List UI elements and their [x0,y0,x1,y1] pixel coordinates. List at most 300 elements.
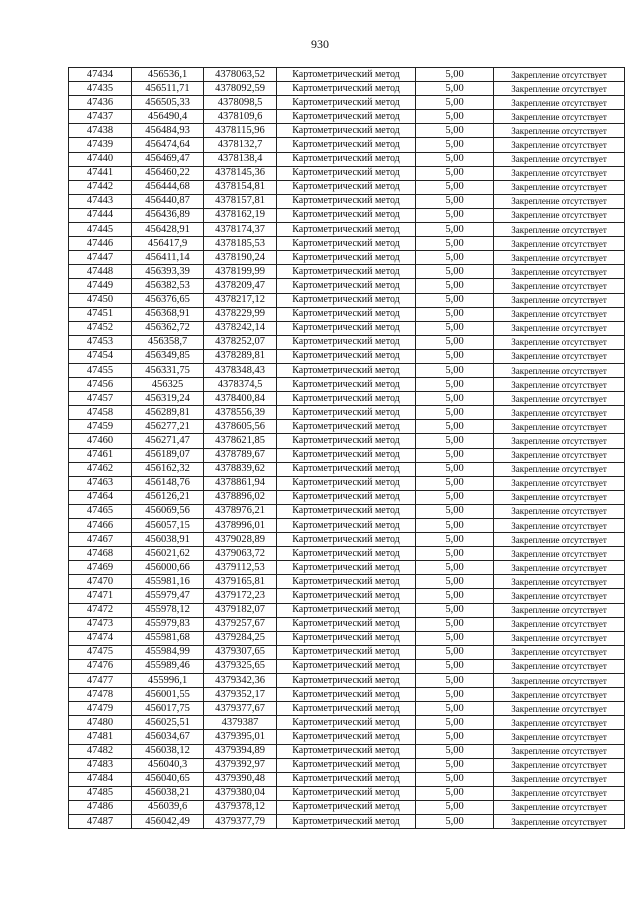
accuracy-cell: 5,00 [416,702,494,716]
fixing-cell: Закрепление отсутствует [494,533,625,547]
y-coordinate-cell: 4378400,84 [204,392,277,406]
x-coordinate-cell: 456490,4 [132,110,204,124]
x-coordinate-cell: 456511,71 [132,82,204,96]
table-row [69,293,625,307]
fixing-cell: Закрепление отсутствует [494,462,625,476]
table-row [69,223,625,237]
accuracy-cell: 5,00 [416,363,494,377]
y-coordinate-cell: 4379112,53 [204,561,277,575]
table-row [69,800,625,814]
accuracy-cell: 5,00 [416,674,494,688]
fixing-cell: Закрепление отсутствует [494,504,625,518]
fixing-cell: Закрепление отсутствует [494,786,625,800]
table-row [69,363,625,377]
fixing-cell: Закрепление отсутствует [494,335,625,349]
method-cell: Картометрический метод [277,786,416,800]
x-coordinate-cell: 456444,68 [132,180,204,194]
y-coordinate-cell: 4379387 [204,716,277,730]
accuracy-cell: 5,00 [416,575,494,589]
point-number-cell: 47487 [69,814,132,828]
y-coordinate-cell: 4378174,37 [204,223,277,237]
table-row [69,758,625,772]
accuracy-cell: 5,00 [416,533,494,547]
method-cell: Картометрический метод [277,575,416,589]
method-cell: Картометрический метод [277,251,416,265]
x-coordinate-cell: 455978,12 [132,603,204,617]
y-coordinate-cell: 4379165,81 [204,575,277,589]
accuracy-cell: 5,00 [416,519,494,533]
point-number-cell: 47452 [69,321,132,335]
y-coordinate-cell: 4379342,36 [204,674,277,688]
table-row [69,82,625,96]
x-coordinate-cell: 456469,47 [132,152,204,166]
method-cell: Картометрический метод [277,82,416,96]
point-number-cell: 47483 [69,758,132,772]
x-coordinate-cell: 456001,55 [132,688,204,702]
table-row [69,533,625,547]
fixing-cell: Закрепление отсутствует [494,730,625,744]
y-coordinate-cell: 4378217,12 [204,293,277,307]
y-coordinate-cell: 4379394,89 [204,744,277,758]
table-row [69,96,625,110]
accuracy-cell: 5,00 [416,335,494,349]
x-coordinate-cell: 455996,1 [132,674,204,688]
fixing-cell: Закрепление отсутствует [494,110,625,124]
x-coordinate-cell: 455979,47 [132,589,204,603]
point-number-cell: 47485 [69,786,132,800]
accuracy-cell: 5,00 [416,758,494,772]
point-number-cell: 47458 [69,406,132,420]
table-row [69,688,625,702]
accuracy-cell: 5,00 [416,138,494,152]
method-cell: Картометрический метод [277,519,416,533]
point-number-cell: 47479 [69,702,132,716]
table-row [69,265,625,279]
x-coordinate-cell: 456411,14 [132,251,204,265]
method-cell: Картометрический метод [277,561,416,575]
y-coordinate-cell: 4378199,99 [204,265,277,279]
point-number-cell: 47454 [69,349,132,363]
fixing-cell: Закрепление отсутствует [494,265,625,279]
method-cell: Картометрический метод [277,180,416,194]
method-cell: Картометрический метод [277,321,416,335]
point-number-cell: 47455 [69,363,132,377]
table-row [69,434,625,448]
table-row [69,519,625,533]
method-cell: Картометрический метод [277,208,416,222]
fixing-cell: Закрепление отсутствует [494,68,625,82]
accuracy-cell: 5,00 [416,208,494,222]
table-row [69,110,625,124]
x-coordinate-cell: 456021,62 [132,547,204,561]
table-row [69,237,625,251]
point-number-cell: 47468 [69,547,132,561]
y-coordinate-cell: 4378289,81 [204,349,277,363]
point-number-cell: 47464 [69,490,132,504]
x-coordinate-cell: 456440,87 [132,194,204,208]
y-coordinate-cell: 4378209,47 [204,279,277,293]
accuracy-cell: 5,00 [416,349,494,363]
table-row [69,406,625,420]
table-row [69,180,625,194]
table-row [69,138,625,152]
x-coordinate-cell: 456126,21 [132,490,204,504]
x-coordinate-cell: 456368,91 [132,307,204,321]
y-coordinate-cell: 4378098,5 [204,96,277,110]
x-coordinate-cell: 456189,07 [132,448,204,462]
y-coordinate-cell: 4379172,23 [204,589,277,603]
fixing-cell: Закрепление отсутствует [494,279,625,293]
x-coordinate-cell: 456038,91 [132,533,204,547]
method-cell: Картометрический метод [277,476,416,490]
fixing-cell: Закрепление отсутствует [494,307,625,321]
method-cell: Картометрический метод [277,349,416,363]
y-coordinate-cell: 4378162,19 [204,208,277,222]
y-coordinate-cell: 4378242,14 [204,321,277,335]
table-row [69,631,625,645]
fixing-cell: Закрепление отсутствует [494,744,625,758]
x-coordinate-cell: 456428,91 [132,223,204,237]
x-coordinate-cell: 456436,89 [132,208,204,222]
fixing-cell: Закрепление отсутствует [494,82,625,96]
accuracy-cell: 5,00 [416,82,494,96]
method-cell: Картометрический метод [277,434,416,448]
x-coordinate-cell: 455981,68 [132,631,204,645]
y-coordinate-cell: 4379377,67 [204,702,277,716]
accuracy-cell: 5,00 [416,166,494,180]
method-cell: Картометрический метод [277,589,416,603]
x-coordinate-cell: 456474,64 [132,138,204,152]
table-row [69,307,625,321]
x-coordinate-cell: 456376,65 [132,293,204,307]
method-cell: Картометрический метод [277,730,416,744]
accuracy-cell: 5,00 [416,392,494,406]
x-coordinate-cell: 456040,65 [132,772,204,786]
point-number-cell: 47448 [69,265,132,279]
y-coordinate-cell: 4379395,01 [204,730,277,744]
y-coordinate-cell: 4378252,07 [204,335,277,349]
accuracy-cell: 5,00 [416,265,494,279]
y-coordinate-cell: 4378556,39 [204,406,277,420]
y-coordinate-cell: 4378063,52 [204,68,277,82]
x-coordinate-cell: 456038,12 [132,744,204,758]
x-coordinate-cell: 456325 [132,378,204,392]
y-coordinate-cell: 4378145,36 [204,166,277,180]
x-coordinate-cell: 456382,53 [132,279,204,293]
point-number-cell: 47477 [69,674,132,688]
x-coordinate-cell: 456358,7 [132,335,204,349]
accuracy-cell: 5,00 [416,124,494,138]
y-coordinate-cell: 4379028,89 [204,533,277,547]
x-coordinate-cell: 456271,47 [132,434,204,448]
point-number-cell: 47453 [69,335,132,349]
table-row [69,279,625,293]
point-number-cell: 47462 [69,462,132,476]
table-row [69,561,625,575]
x-coordinate-cell: 456536,1 [132,68,204,82]
table-row [69,814,625,828]
accuracy-cell: 5,00 [416,251,494,265]
x-coordinate-cell: 456484,93 [132,124,204,138]
method-cell: Картометрический метод [277,659,416,673]
x-coordinate-cell: 456417,9 [132,237,204,251]
fixing-cell: Закрепление отсутствует [494,194,625,208]
y-coordinate-cell: 4378185,53 [204,237,277,251]
y-coordinate-cell: 4378374,5 [204,378,277,392]
point-number-cell: 47444 [69,208,132,222]
coordinates-table [68,67,625,829]
y-coordinate-cell: 4379390,48 [204,772,277,786]
x-coordinate-cell: 455984,99 [132,645,204,659]
fixing-cell: Закрепление отсутствует [494,152,625,166]
table-row [69,504,625,518]
method-cell: Картометрический метод [277,716,416,730]
point-number-cell: 47480 [69,716,132,730]
accuracy-cell: 5,00 [416,237,494,251]
y-coordinate-cell: 4378138,4 [204,152,277,166]
point-number-cell: 47482 [69,744,132,758]
method-cell: Картометрический метод [277,420,416,434]
accuracy-cell: 5,00 [416,152,494,166]
x-coordinate-cell: 456042,49 [132,814,204,828]
method-cell: Картометрический метод [277,68,416,82]
accuracy-cell: 5,00 [416,378,494,392]
accuracy-cell: 5,00 [416,96,494,110]
x-coordinate-cell: 456460,22 [132,166,204,180]
x-coordinate-cell: 456057,15 [132,519,204,533]
fixing-cell: Закрепление отсутствует [494,448,625,462]
fixing-cell: Закрепление отсутствует [494,378,625,392]
method-cell: Картометрический метод [277,406,416,420]
method-cell: Картометрический метод [277,363,416,377]
point-number-cell: 47435 [69,82,132,96]
accuracy-cell: 5,00 [416,321,494,335]
table-row [69,476,625,490]
accuracy-cell: 5,00 [416,730,494,744]
method-cell: Картометрический метод [277,533,416,547]
point-number-cell: 47434 [69,68,132,82]
accuracy-cell: 5,00 [416,716,494,730]
table-row [69,68,625,82]
fixing-cell: Закрепление отсутствует [494,702,625,716]
accuracy-cell: 5,00 [416,180,494,194]
accuracy-cell: 5,00 [416,462,494,476]
x-coordinate-cell: 456039,6 [132,800,204,814]
method-cell: Картометрический метод [277,335,416,349]
table-row [69,420,625,434]
accuracy-cell: 5,00 [416,194,494,208]
x-coordinate-cell: 456148,76 [132,476,204,490]
fixing-cell: Закрепление отсутствует [494,406,625,420]
accuracy-cell: 5,00 [416,786,494,800]
y-coordinate-cell: 4378976,21 [204,504,277,518]
method-cell: Картометрический метод [277,758,416,772]
method-cell: Картометрический метод [277,293,416,307]
x-coordinate-cell: 456505,33 [132,96,204,110]
point-number-cell: 47451 [69,307,132,321]
fixing-cell: Закрепление отсутствует [494,293,625,307]
point-number-cell: 47437 [69,110,132,124]
y-coordinate-cell: 4378115,96 [204,124,277,138]
table-row [69,490,625,504]
accuracy-cell: 5,00 [416,814,494,828]
x-coordinate-cell: 456000,66 [132,561,204,575]
y-coordinate-cell: 4378157,81 [204,194,277,208]
fixing-cell: Закрепление отсутствует [494,96,625,110]
point-number-cell: 47478 [69,688,132,702]
fixing-cell: Закрепление отсутствует [494,420,625,434]
x-coordinate-cell: 456025,51 [132,716,204,730]
accuracy-cell: 5,00 [416,279,494,293]
table-row [69,378,625,392]
point-number-cell: 47474 [69,631,132,645]
table-row [69,152,625,166]
table-row [69,659,625,673]
method-cell: Картометрический метод [277,462,416,476]
y-coordinate-cell: 4378190,24 [204,251,277,265]
y-coordinate-cell: 4378132,7 [204,138,277,152]
point-number-cell: 47450 [69,293,132,307]
point-number-cell: 47465 [69,504,132,518]
method-cell: Картометрический метод [277,603,416,617]
method-cell: Картометрический метод [277,631,416,645]
accuracy-cell: 5,00 [416,406,494,420]
x-coordinate-cell: 456289,81 [132,406,204,420]
method-cell: Картометрический метод [277,772,416,786]
accuracy-cell: 5,00 [416,645,494,659]
fixing-cell: Закрепление отсутствует [494,631,625,645]
point-number-cell: 47449 [69,279,132,293]
y-coordinate-cell: 4378839,62 [204,462,277,476]
method-cell: Картометрический метод [277,110,416,124]
accuracy-cell: 5,00 [416,223,494,237]
point-number-cell: 47436 [69,96,132,110]
point-number-cell: 47466 [69,519,132,533]
table-row [69,166,625,180]
table-row [69,702,625,716]
method-cell: Картометрический метод [277,547,416,561]
table-row [69,251,625,265]
x-coordinate-cell: 456362,72 [132,321,204,335]
fixing-cell: Закрепление отсутствует [494,758,625,772]
accuracy-cell: 5,00 [416,800,494,814]
point-number-cell: 47443 [69,194,132,208]
fixing-cell: Закрепление отсутствует [494,392,625,406]
accuracy-cell: 5,00 [416,448,494,462]
fixing-cell: Закрепление отсутствует [494,208,625,222]
x-coordinate-cell: 456038,21 [132,786,204,800]
table-row [69,603,625,617]
fixing-cell: Закрепление отсутствует [494,688,625,702]
accuracy-cell: 5,00 [416,293,494,307]
accuracy-cell: 5,00 [416,476,494,490]
point-number-cell: 47475 [69,645,132,659]
method-cell: Картометрический метод [277,814,416,828]
method-cell: Картометрический метод [277,166,416,180]
point-number-cell: 47447 [69,251,132,265]
point-number-cell: 47472 [69,603,132,617]
table-row [69,335,625,349]
table-row [69,617,625,631]
table-row [69,744,625,758]
fixing-cell: Закрепление отсутствует [494,180,625,194]
point-number-cell: 47484 [69,772,132,786]
point-number-cell: 47471 [69,589,132,603]
accuracy-cell: 5,00 [416,561,494,575]
y-coordinate-cell: 4378861,94 [204,476,277,490]
y-coordinate-cell: 4378621,85 [204,434,277,448]
accuracy-cell: 5,00 [416,589,494,603]
fixing-cell: Закрепление отсутствует [494,476,625,490]
x-coordinate-cell: 455989,46 [132,659,204,673]
x-coordinate-cell: 456034,67 [132,730,204,744]
fixing-cell: Закрепление отсутствует [494,363,625,377]
point-number-cell: 47473 [69,617,132,631]
method-cell: Картометрический метод [277,744,416,758]
point-number-cell: 47459 [69,420,132,434]
fixing-cell: Закрепление отсутствует [494,674,625,688]
accuracy-cell: 5,00 [416,504,494,518]
method-cell: Картометрический метод [277,800,416,814]
accuracy-cell: 5,00 [416,547,494,561]
method-cell: Картометрический метод [277,448,416,462]
table-row [69,124,625,138]
point-number-cell: 47463 [69,476,132,490]
y-coordinate-cell: 4378109,6 [204,110,277,124]
fixing-cell: Закрепление отсутствует [494,617,625,631]
point-number-cell: 47440 [69,152,132,166]
y-coordinate-cell: 4379325,65 [204,659,277,673]
point-number-cell: 47438 [69,124,132,138]
method-cell: Картометрический метод [277,152,416,166]
table-row [69,462,625,476]
fixing-cell: Закрепление отсутствует [494,659,625,673]
method-cell: Картометрический метод [277,617,416,631]
fixing-cell: Закрепление отсутствует [494,589,625,603]
method-cell: Картометрический метод [277,490,416,504]
y-coordinate-cell: 4378996,01 [204,519,277,533]
fixing-cell: Закрепление отсутствует [494,547,625,561]
table-row [69,349,625,363]
method-cell: Картометрический метод [277,265,416,279]
fixing-cell: Закрепление отсутствует [494,800,625,814]
x-coordinate-cell: 456319,24 [132,392,204,406]
point-number-cell: 47470 [69,575,132,589]
coordinates-table-body [69,68,625,829]
method-cell: Картометрический метод [277,378,416,392]
table-row [69,448,625,462]
accuracy-cell: 5,00 [416,688,494,702]
y-coordinate-cell: 4379377,79 [204,814,277,828]
x-coordinate-cell: 455979,83 [132,617,204,631]
fixing-cell: Закрепление отсутствует [494,166,625,180]
x-coordinate-cell: 455981,16 [132,575,204,589]
method-cell: Картометрический метод [277,307,416,321]
point-number-cell: 47441 [69,166,132,180]
point-number-cell: 47439 [69,138,132,152]
point-number-cell: 47476 [69,659,132,673]
accuracy-cell: 5,00 [416,603,494,617]
y-coordinate-cell: 4378229,99 [204,307,277,321]
point-number-cell: 47456 [69,378,132,392]
y-coordinate-cell: 4378154,81 [204,180,277,194]
fixing-cell: Закрепление отсутствует [494,237,625,251]
table-row [69,786,625,800]
fixing-cell: Закрепление отсутствует [494,561,625,575]
method-cell: Картометрический метод [277,504,416,518]
fixing-cell: Закрепление отсутствует [494,223,625,237]
table-row [69,730,625,744]
